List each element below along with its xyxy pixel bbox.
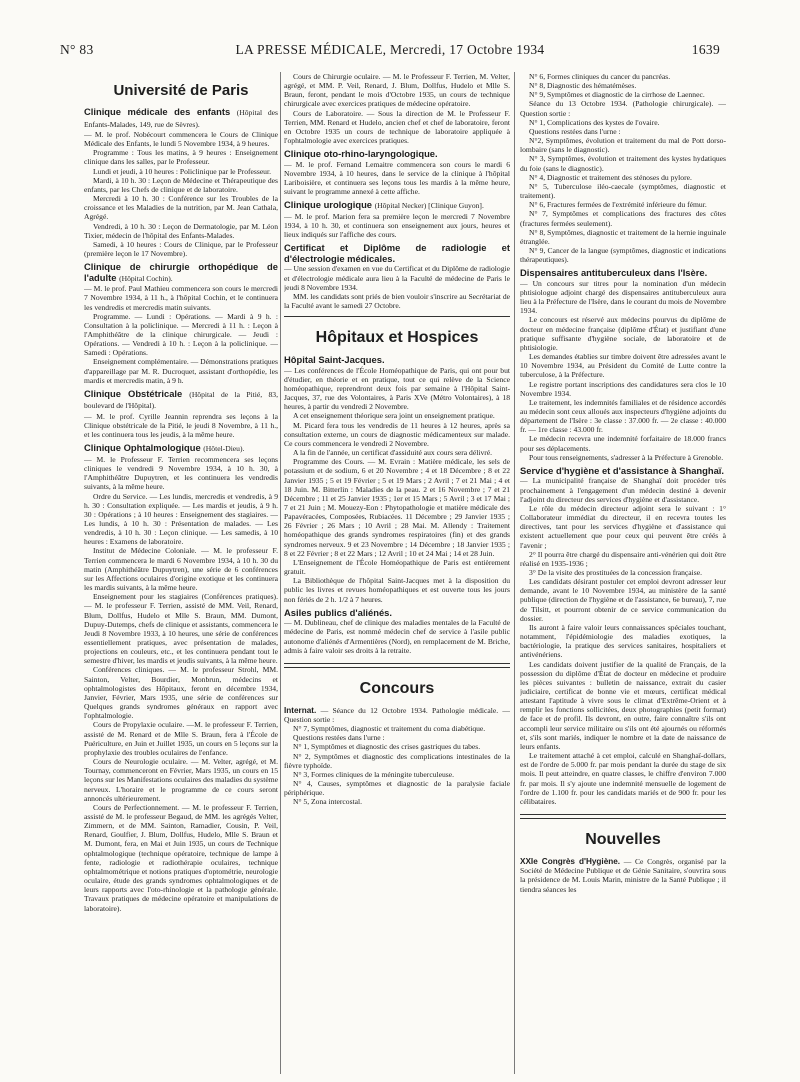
column-divider [514, 72, 515, 1074]
article-heading [84, 107, 278, 130]
paragraph: Programme : Tous les matins, à 9 heures : Enseignement clinique dans les salles, par le Professeur. [84, 148, 278, 167]
page-number: 1639 [691, 42, 720, 57]
heading-text: Clinique de chirurgie orthopédique de l'adulte [84, 261, 278, 283]
paragraph: — Un concours sur titres pour la nomination d'un médecin phtisiologue adjoint chargé des dispensaires antituberculeux aura lieu à la Préfecture de l'Isère, dans le courant du mois de Novembre 1934. [520, 278, 726, 316]
column-divider [280, 72, 281, 1074]
article-body [84, 130, 278, 258]
paragraph: — M. le prof. Marion fera sa première leçon le mercredi 7 Novembre 1934, à 10 h. 30, et continuera son enseignement aux jours, heures et lieux indiqués sur l'affiche des cours. [284, 211, 510, 240]
article-heading: Asiles publics d'aliénés. [284, 606, 393, 618]
paragraph: 2° Il pourra être chargé du dispensaire anti-vénérien qui doit être réalisé en 1935-1936 ; [520, 549, 726, 568]
paragraph [284, 706, 510, 724]
paragraph: Samedi, à 10 heures : Cours de Clinique, par le Professeur (première leçon le 17 Novembre). [84, 239, 278, 259]
article-heading [284, 200, 510, 212]
paragraph: N° 6, Formes cliniques du cancer du pancréas. [529, 72, 671, 81]
article-heading [84, 443, 278, 455]
heading-note: (Hôpital Necker) [Clinique Guyon]. [374, 201, 484, 211]
paragraph: N° 3, Symptômes, évolution et traitement des kystes hydatiques du foie (sans le diagnostic). [520, 154, 726, 173]
paragraph: Les candidats désirant postuler cet emploi devront adresser leur demande, avant le 10 Novembre 1934, au ministère de la santé publique (direction de l'hygiène et de l'assistance, 6e bureau), 7, rue de Tilsitt, et pourront obtenir de ce service communication du dossier. [520, 577, 726, 623]
column-right [520, 72, 726, 1082]
article-heading [84, 262, 278, 284]
paragraph: — M. le prof. Nobécourt commencera le Cours de Clinique Médicale des Enfants, le lundi 5 Novembre 1934, à 9 heures. [84, 130, 278, 149]
paragraph: Cours de Laboratoire. — Sous la direction de M. le Professeur F. Terrien, MM. Renard et Hudelo, ancien chef et chef de laboratoire, feront en Octobre 1935 un cours de technique de laboratoire appliquée à l'ophtalmologie avec exercices pratiques. [284, 108, 510, 146]
paragraph: Le médecin recevra une indemnité forfaitaire de 18.000 francs pour ses déplacements. [520, 434, 726, 453]
paragraph: N° 4, Diagnostic et traitement des sténoses du pylore. [529, 172, 692, 182]
paragraph: Cours de Perfectionnement. — M. le professeur F. Terrien, assisté de M. le professeur Begaud, de MM. les agrégés Velter, Zimmern, et de MM. Sainton, Ramadier, Cousin, P. Veil, Renard, Goulfier, J. Blum, Dollfus, Hudelo, Mlle S. Braun et M. Dumont, fera, en Mai et Juin 1935, un cours de Technique ophtalmologique (technique opératoire, technique de lampe à fente, radiologie et radiothérapie oculaires, technique ophtalmométrique et notions pratiques d'optométrie, neurologie oculaire, étude des grands syndromes ophtalmologiques et de leurs rapports avec l'oto-rhinologie et la pathologie générale. Travaux pratiques de médecine opératoire et manipulations de laboratoire). [84, 802, 278, 913]
paragraph: N° 3, Formes cliniques de la méningite tuberculeuse. [293, 769, 454, 779]
heading-note: (Hôpital Cochin). [119, 273, 173, 283]
section-title-hopitaux: Hôpitaux et Hospices [315, 329, 479, 347]
issue-date: Mercredi, 17 Octobre 1934 [390, 42, 545, 57]
heading-text: Clinique urologique [284, 199, 373, 211]
paragraph: Programme des Cours. — M. Evrain : Matière médicale, les sels de potassium et de sodium, 6 et 20 Novembre ; 4 et 18 Décembre ; 8 et 22 Janvier 1935 ; 5 et 19 Février ; 5 et 19 Mars ; 2 Avril ; 7 et 21 Mai ; 4 et 18 Juin. M. Bitterlin : Maladies de la peau. 2 et 16 Novembre ; 7 et 21 Décembre ; 11 et 25 Janvier 1935 ; 1er et 15 Mars ; 5 Avril ; 3 et 17 Mai ; 7 et 21 Juin ; M. Mouezy-Eon : Phytopathologie et matière médicale des Papavéracées, Composées, Rubiacées. 11 Décembre ; 29 Janvier 1935 ; 26 Février ; 26 Mars ; 10 Avril ; 28 Mai. M. Allendy : Traitement homéopathique des grands syndromes respiratoires (fin) et des grands syndromes nerveux. 9 et 23 Novembre ; 14 Décembre ; 18 Janvier 1935 ; 8 et 22 Février ; 8 et 22 Mars ; 12 Avril ; 10 et 24 Mai ; 14 et 28 Juin. [284, 457, 510, 558]
section-rule [284, 663, 510, 668]
article-heading: Service d'hygiène et d'assistance à Shanghaï. [520, 464, 725, 476]
paragraph: Les candidats doivent justifier de la qualité de Français, de la possession du diplôme d'État de docteur en médecine et produire les pièces suivantes : bulletin de naissance, extrait du casier judiciaire, certificat de bonne vie et mœurs, certificat médical attestant l'aptitude à vivre sous le climat d'Extrême-Orient et à remplir les fonctions sollicitées, deux photographies (petit format) de face et de profil. Ils devront, en outre, faire connaître s'ils ont accompli leur service militaire ou s'ils ont été ajournés ou réformés et, s'ils sont mariés, indiquer le nombre et la date de naissance de leurs enfants. [520, 659, 726, 751]
section-title-concours: Concours [359, 679, 435, 697]
paragraph: Les demandes établies sur timbre doivent être adressées avant le 10 Novembre 1934, au Président du Comité de Lutte contre la tuberculose, à la Préfecture. [520, 352, 726, 380]
journal-name: LA PRESSE MÉDICALE, [235, 42, 387, 57]
article-heading: Hôpital Saint-Jacques. [284, 354, 385, 366]
paragraph: — La municipalité française de Shanghaï doit procéder très prochainement à l'engagement d'un médecin destiné à devenir l'adjoint du directeur des services d'hygiène et d'assistance. [520, 476, 726, 504]
paragraph: Le traitement attaché à cet emploi, calculé en Shanghaï-dollars, est de l'ordre de 5.000 fr. par mois pendant la durée du stage de six mois. Il peut atteindre, en quatre classes, le chiffre d'environ 7.000 fr. par mois. Il s'y ajoute une indemnité mensuelle de logement de l'ordre de 1.100 fr. pour les candidats mariés et de 900 fr. pour les célibataires. [520, 751, 726, 806]
column-left [84, 72, 278, 1082]
paragraph: A la fin de l'année, un certificat d'assiduité aux cours sera délivré. [293, 448, 493, 458]
paragraph: Programme. — Lundi : Opérations. — Mardi à 9 h. : Consultation à la policlinique. — Mercredi à 11 h. : Leçon à l'Amphithéâtre de la clinique chirurgicale. — Jeudi : Opérations. — Vendredi à 10 h. : Leçon à la policlinique. — Samedi : Opérations. [84, 311, 278, 358]
paragraph: Enseignement complémentaire. — Démonstrations pratiques d'appareillage par M. R. Ducroquet, assistant d'orthopédie, les mardis et mercredis matin, à 9 h. [84, 357, 278, 385]
paragraph: Le registre portant inscriptions des candidatures sera clos le 10 Novembre 1934. [520, 379, 726, 398]
paragraph: Lundi et jeudi, à 10 heures : Policlinique par le Professeur. [93, 166, 271, 176]
paragraph: Ils auront à faire valoir leurs connaissances spéciales touchant, notamment, l'épidémiologie des maladies exotiques, la bactériologie, la pratique des services sanitaires, hospitaliers et antivénériens. [520, 622, 726, 660]
paragraph: N° 1, Symptômes et diagnostic des crises gastriques du tabes. [293, 742, 481, 752]
paragraph: Conférences cliniques. — M. le professeur Strohl, MM. Sainton, Velter, Bourdier, Monbrun, médecins et ophtalmologistes des Hôpitaux, feront en décembre 1934, Janvier, Février, Mars 1935, une série de conférences sur Quelques grands syndromes généraux en rapport avec l'ophtalmologie. [84, 665, 278, 721]
lead-text: — Séance du 12 Octobre 1934. Pathologie médicale. — Question sortie : [284, 705, 510, 724]
paragraph: 3° De la visite des prostituées de la concession française. [529, 567, 702, 577]
article-heading [84, 389, 278, 412]
paragraph: — M. le prof. Fernand Lemaitre commencera son cours le mardi 6 Novembre 1934, à 10 heures, dans le service de la clinique à l'hôpital Lariboisière, et continuera ses leçons tous les mardis à la même heure, suivant le programme annexé à cette affiche. [284, 159, 510, 197]
paragraph: Mardi, à 10 h. 30 : Leçon de Médecine et Thérapeutique des enfants, par les Chefs de clinique et de laboratoire. [84, 175, 278, 194]
paragraph: — M. le Professeur F. Terrien recommencera ses leçons cliniques le vendredi 9 Novembre 1934, à 10 h. 30, à l'Amphithéâtre Dupuytren, et les continuera les vendredis suivants, à la même heure. [84, 454, 278, 492]
paragraph: N°2, Symptômes, évolution et traitement du mal de Pott dorso-lombaire (sans le diagnostic). [520, 136, 726, 155]
section-rule [520, 814, 726, 819]
heading-note: (Hôpital des Enfants-Malades, 149, rue de Sèvres). [84, 108, 278, 129]
lead-in: Internat. [284, 705, 317, 715]
paragraph [520, 857, 726, 894]
paragraph: L'Enseignement de l'École Homéopathique de Paris est entièrement gratuit. [284, 557, 510, 577]
paragraph: N° 8, Diagnostic des hématémèses. [529, 81, 637, 91]
paragraph: Cours de Neurologie oculaire. — M. Velter, agrégé, et M. Tournay, commenceront en Février, Mars 1935, un cours en 15 leçons sur les Manifestations oculaires des maladies du système nerveux. L'horaire et le programme de ce cours seront annoncés ultérieurement. [84, 757, 278, 803]
heading-text: Clinique Obstétricale [84, 387, 183, 399]
article-heading: Certificat et Diplôme de radiologie et d'électrologie médicales. [284, 242, 510, 264]
paragraph: Le traitement, les indemnités familiales et de résidence accordés au médecin sont ceux alloués aux inspecteurs d'hygiène adjoints du département de l'Isère : 3e classe : 37.000 fr. — 2e classe : 40.000 fr. — 1re classe : 43.000 fr. [520, 397, 726, 435]
paragraph: Cours de Propylaxie oculaire. —M. le professeur F. Terrien, assisté de M. Renard et de Mlle S. Braun, fera à l'École de Puériculture, en Juin et Juillet 1935, un cours en 5 leçons sur la prophylaxie des troubles oculaires de l'enfance. [84, 720, 278, 757]
article-body [84, 284, 278, 385]
paragraph: N° 9, Cancer de la langue (symptômes, diagnostic et indications thérapeutiques). [520, 245, 726, 265]
paragraph: N° 5, Zona intercostal. [293, 797, 363, 807]
section-rule [284, 316, 510, 317]
paragraph: Enseignement pour les stagiaires (Conférences pratiques). — M. le professeur F. Terrien, assisté de MM. Veil, Renard, Blum, Dollfus, Hudelo et Mlle S. Braun, MM. Dumont, Dupuy-Dutemps, chefs de clinique et assistants, commencera le Jeudi 8 Novembre 1933, à 10 heures, une série de conférences essentiellement pratiques, avec présentation de malades, projections en couleurs, etc., et les continuera pendant tout le semestre d'hiver, les mardis et jeudis suivants, à la même heure. [84, 592, 278, 666]
paragraph: — M. le prof. Paul Mathieu commencera son cours le mercredi 7 Novembre 1934, à 11 h., à l'hôpital Cochin, et le continuera les vendredis et mercredis matin suivants. [84, 284, 278, 312]
paragraph: N° 6, Fractures fermées de l'extrémité inférieure du fémur. [529, 200, 707, 210]
paragraph: MM. les candidats sont priés de bien vouloir s'inscrire au Secrétariat de la Faculté avant le samedi 27 Octobre. [284, 291, 510, 310]
paragraph: N° 5, Tuberculose iléo-caecale (symptômes, diagnostic et traitement). [520, 181, 726, 201]
paragraph: La Bibliothèque de l'hôpital Saint-Jacques met à la disposition du public les livres et revues homéopathiques et est ouverte tous les jours non fériés de 2 h. 1/2 à 7 heures. [284, 576, 510, 604]
running-header [60, 42, 720, 62]
article-body [84, 412, 278, 439]
paragraph: — M. Dublineau, chef de clinique des maladies mentales de la Faculté de médecine de Paris, est nommé médecin chef de service à l'asile public autonome d'aliénés d'Armentières (Nord), en remplacement de M. Briche, admis à faire valoir ses droits à la retraite. [284, 618, 510, 655]
paragraph: Questions restées dans l'urne : [293, 733, 385, 743]
paragraph: Séance du 13 Octobre 1934. (Pathologie chirurgicale). — Question sortie : [520, 99, 726, 118]
article-body [520, 279, 726, 462]
article-heading: Clinique oto-rhino-laryngologique. [284, 148, 438, 160]
paragraph: Ordre du Service. — Les lundis, mercredis et vendredis, à 9 h. 30 : Consultation expliquée. — Les mardis et jeudis, à 9 h. 30 : Opérations ; à 10 heures : Enseignement des stagiaires. — Les lundis, à 10 h. 30 : Présentation de malades. — Les vendredis, à 10 h. 30 : Leçon clinique. — Les samedis, à 10 heures : Examens de laboratoire. [84, 491, 278, 547]
lead-text: — Ce Congrès, organisé par la Société de Médecine Publique et de Génie Sanitaire, s'ouvrira sous la présidence de M. Louis Marin, ministre de la Santé Publique ; il tiendra séances les [520, 857, 726, 894]
paragraph: Cours de Chirurgie oculaire. — M. le Professeur F. Terrien, M. Velter, agrégé, et MM. P. Veil, Renard, J. Blum, Dollfus, Hudelo et Mlle S. Braun, feront, pendant le mois d'Octobre 1935, un cours de technique chirurgicale avec exercices pratiques de médecine opératoire. [284, 72, 510, 109]
paragraph: M. Picard fera tous les vendredis de 11 heures à 12 heures, après sa consultation externe, un cours de diagnostic médicamenteux sur malade. Ce cours commencera le vendredi 2 Novembre. [284, 420, 510, 448]
paragraph: A cet enseignement théorique sera joint un enseignement pratique. [293, 411, 495, 421]
column-middle [284, 72, 510, 1082]
paragraph: — Les conférences de l'École Homéopathique de Paris, qui ont pour but d'étudier, en théorie et en pratique, tout ce qui relève de la Science homéopathique, reprendront deux fois par semaine à l'Hôpital Saint-Jacques, 37, rue des Volontaires, à Paris XVe (Métro Volontaires), à 18 heures, à partir du vendredi 2 Novembre. [284, 365, 510, 412]
paragraph: Institut de Médecine Coloniale. — M. le professeur F. Terrien commencera le mardi 6 Novembre 1934, à 10 h. 30 du matin (Amphithéâtre Dupuytren), une série de 6 conférences sur les Affections oculaires d'origine exotique et les continuera les mardis suivants, à la même heure. [84, 546, 278, 593]
issue-number: N° 83 [60, 42, 94, 57]
lead-in: XXIe Congrès d'Hygiène. [520, 857, 621, 867]
paragraph: — Une session d'examen en vue du Certificat et du Diplôme de radiologie et d'électrologie médicale aura lieu à la Faculté de médecine de Paris le jeudi 8 Novembre 1934. [284, 264, 510, 292]
paragraph: Vendredi, à 10 h. 30 : Leçon de Dermatologie, par M. Léon Tixier, médecin de l'hôpital des Enfants-Malades. [84, 221, 278, 240]
paragraph: Le rôle du médecin directeur adjoint sera le suivant : 1° Collaborateur immédiat du directeur, il en recevra toutes les directives, tant pour les services d'hygiène et d'assistance qui existent actuellement que pour ceux qui peuvent être créés à l'avenir ; [520, 503, 726, 550]
paragraph: N° 4, Causes, symptômes et diagnostic de la paralysie faciale périphérique. [284, 779, 510, 798]
paragraph: N° 8, Symptômes, diagnostic et traitement de la hernie inguinale étranglée. [520, 227, 726, 246]
paragraph: Questions restées dans l'urne : [529, 126, 621, 136]
section-title-universite: Université de Paris [113, 82, 249, 99]
paragraph: Pour tous renseignements, s'adresser à la Préfecture à Grenoble. [529, 452, 724, 462]
heading-text: Clinique Ophtalmologique [84, 442, 201, 454]
heading-note: (Hôpital de la Pitié, 83, boulevard de l'Hôpital). [84, 389, 278, 411]
article-body [284, 366, 510, 604]
article-body [520, 476, 726, 806]
paragraph: N° 7, Symptômes, diagnostic et traitement du coma diabétique. [293, 724, 486, 734]
journal-masthead [60, 42, 720, 58]
section-title-nouvelles: Nouvelles [585, 831, 661, 849]
heading-text: Clinique médicale des enfants [84, 106, 231, 117]
paragraph: — M. le prof. Cyrille Jeannin reprendra ses leçons à la Clinique obstétricale de la Pitié, le jeudi 8 Novembre, à 11 h., et les continuera tous les jeudis, à la même heure. [84, 411, 278, 440]
heading-note: (Hôtel-Dieu). [203, 444, 245, 454]
paragraph: Le concours est réservé aux médecins pourvus du diplôme de docteur en médecine française (diplôme d'État) et justifiant d'une pratique suffisante d'hygiène sociale, de laboratoire et de phtisiologie. [520, 315, 726, 352]
paragraph: N° 9, Symptômes et diagnostic de la cirrhose de Laennec. [529, 90, 705, 100]
paragraph: N° 1, Complications des kystes de l'ovaire. [529, 117, 660, 127]
paragraph: Mercredi à 10 h. 30 : Conférence sur les Troubles de la croissance et les Maladies de la nutrition, par M. Jean Cathala, Agrégé. [84, 194, 278, 222]
article-heading: Dispensaires antituberculeux dans l'Isère. [520, 267, 708, 279]
paragraph: N° 2, Symptômes et diagnostic des complications intestinales de la fièvre typhoïde. [284, 751, 510, 770]
article-body [84, 455, 278, 913]
paragraph: N° 7, Symptômes et complications des fractures des côtes (fractures fermées seulement). [520, 209, 726, 228]
